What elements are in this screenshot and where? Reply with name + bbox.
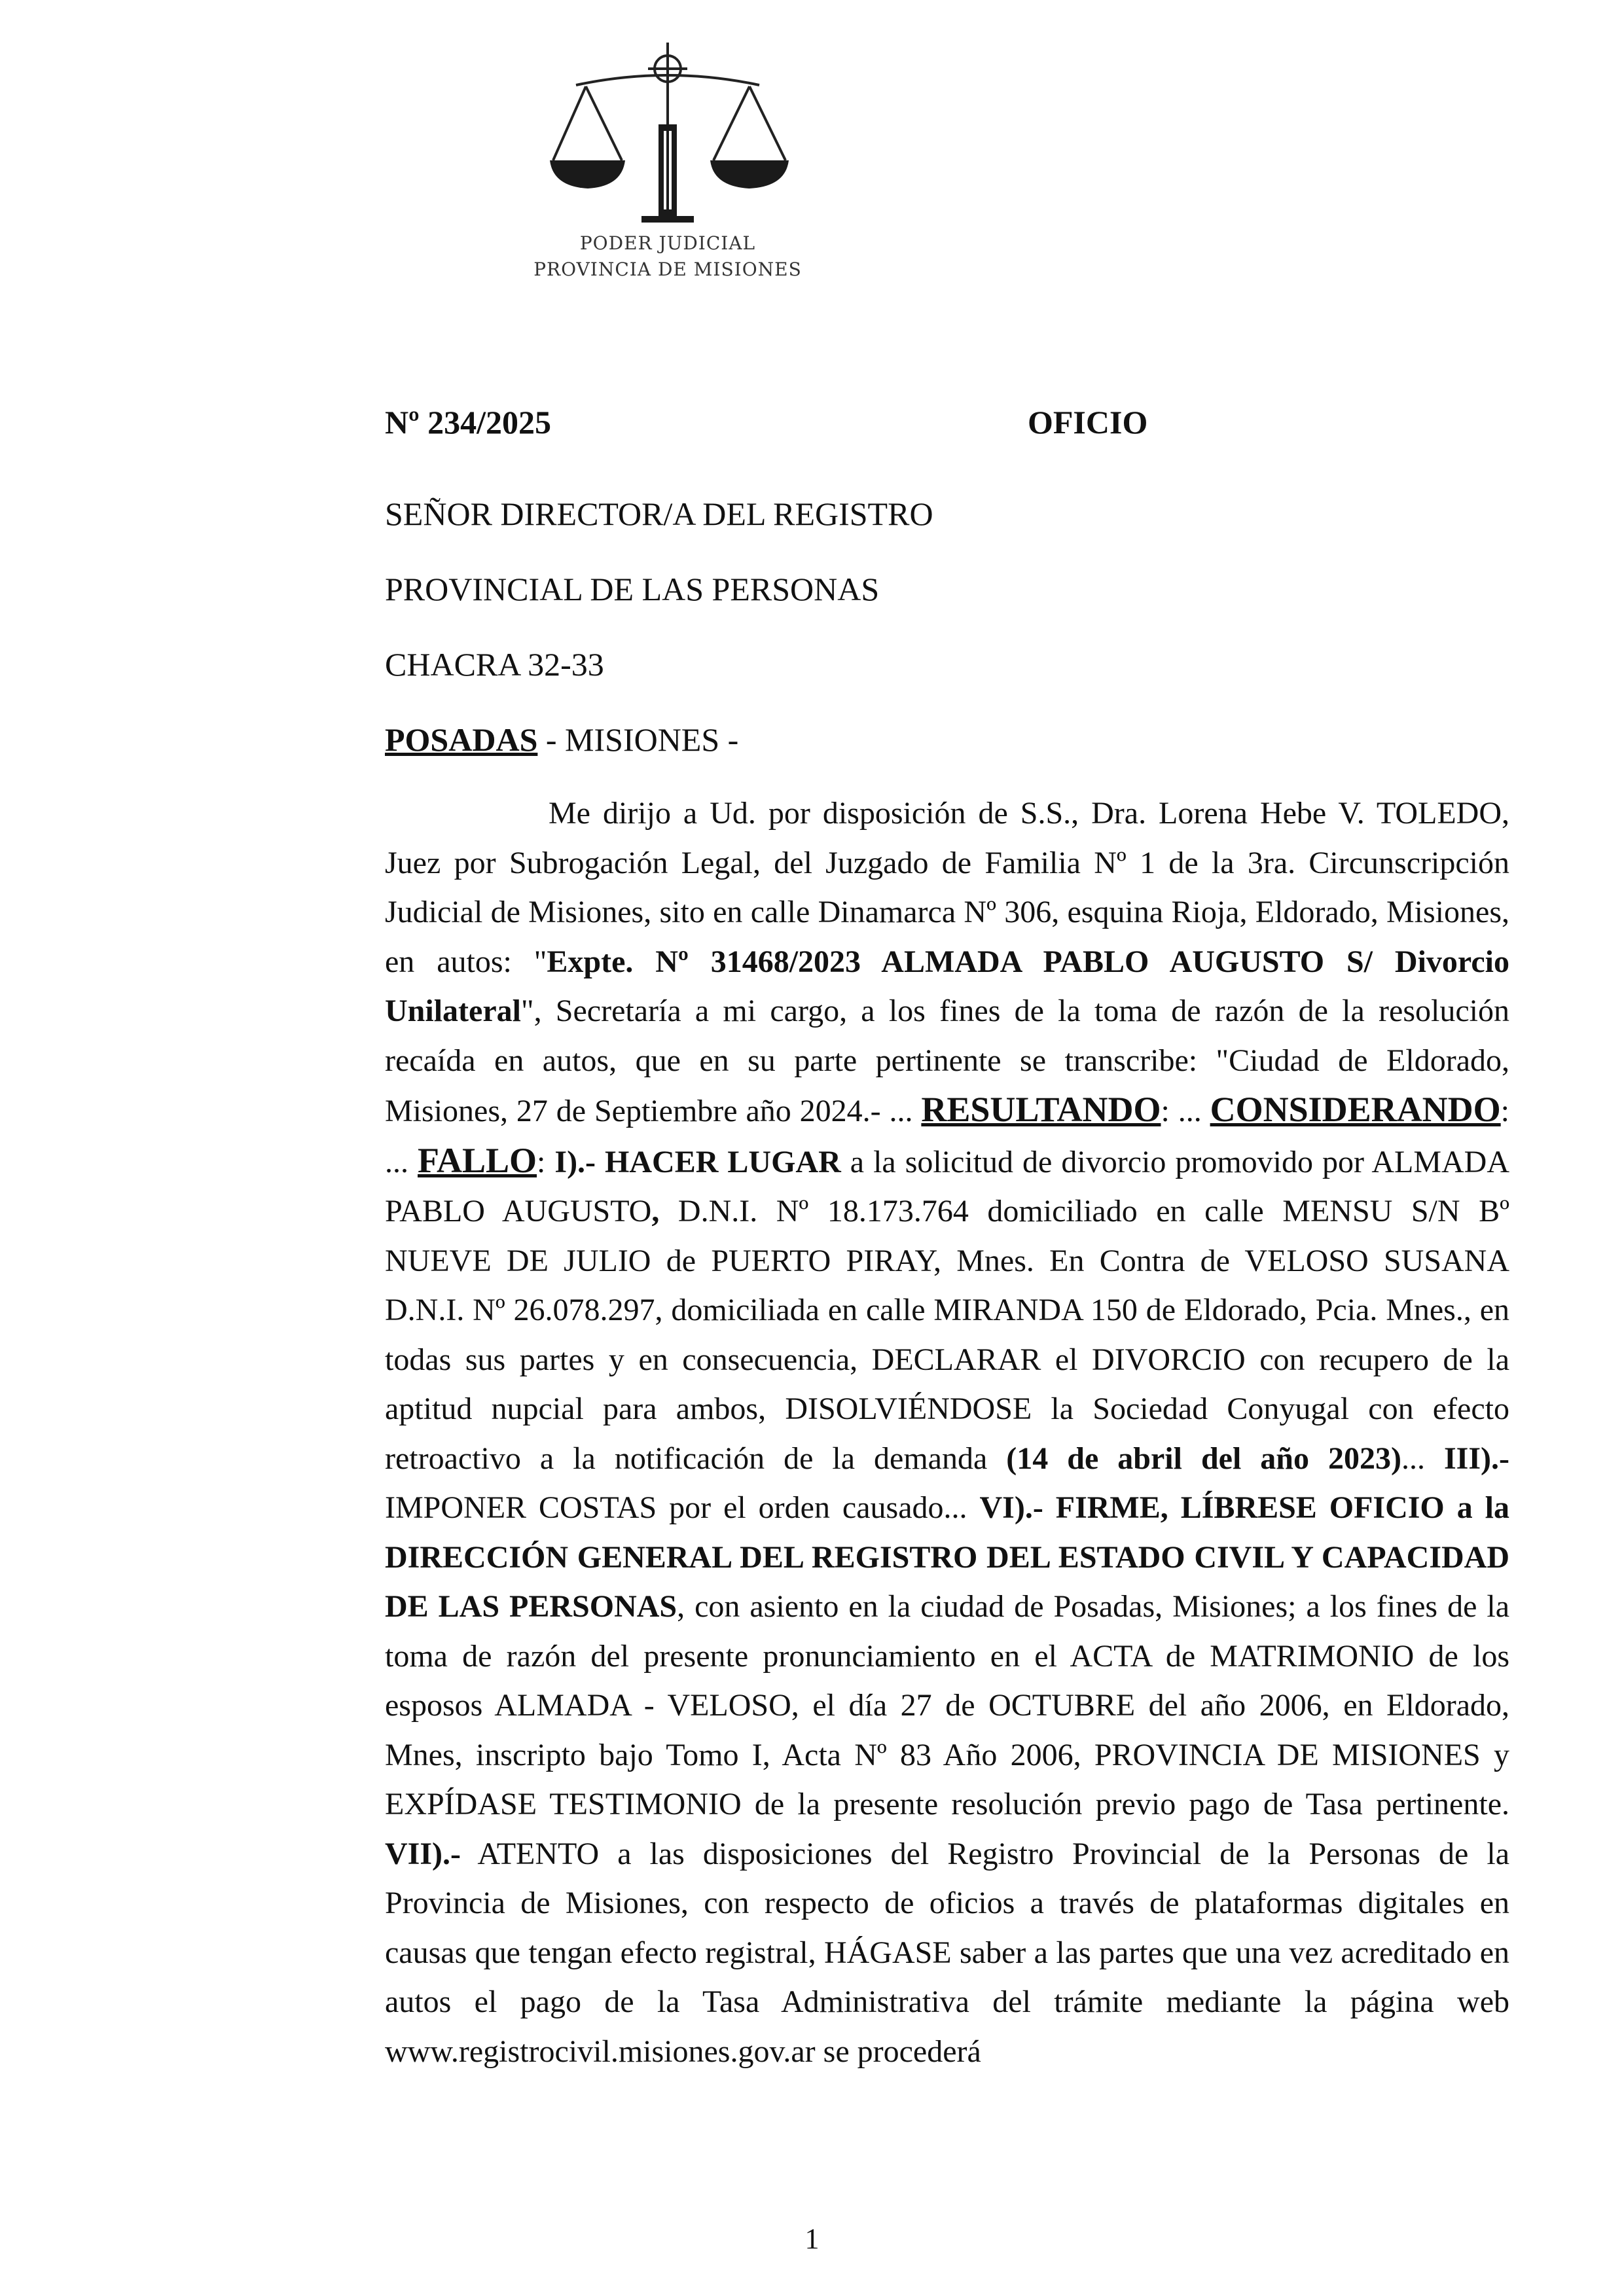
resultando-heading: RESULTANDO [921,1090,1161,1129]
expte-reference: Expte. Nº 31468/2023 ALMADA PABLO AUGUSTO S/ Divorcio Unilateral [385,944,1509,1028]
logo-line-1: PODER JUDICIAL [579,232,756,254]
considerando-heading: CONSIDERANDO [1210,1090,1501,1129]
body-p5: ... [1401,1441,1444,1476]
address-line-3: CHACRA 32-33 [385,646,604,683]
document-type: OFICIO [1028,404,1148,440]
document-number: Nº 234/2025 [385,404,552,440]
page-number: 1 [804,2223,820,2255]
logo-line-2: PROVINCIA DE MISIONES [533,259,802,280]
body-sep3: : [537,1144,555,1179]
body-sep2: : ... [385,1094,1509,1179]
address-line-1: SEÑOR DIRECTOR/A DEL REGISTRO [385,495,933,532]
body-sep1: : ... [1161,1094,1210,1128]
item-iii: III).- [1444,1441,1510,1476]
item-vii: VII).- [385,1836,461,1871]
body-p4: D.N.I. Nº 18.173.764 domiciliado en calle MENSU S/N Bº NUEVE DE JULIO de PUERTO PIRAY, Mnes. En Contra de VELOSO SUSANA D.N.I. Nº 26.078.297, domiciliada en calle MIRANDA 150 de Eldorado, Pcia. Mnes., en todas sus partes y en consecuencia, DECLARAR el DIVORCIO con recupero de la aptitud nupcial para ambos, DISOLVIÉNDOSE la Sociedad Conyugal con efecto retroactivo a la notificación de la demanda [385,1194,1510,1476]
item-vi: VI).- FIRME, LÍBRESE OFICIO a la DIRECCIÓN GENERAL DEL REGISTRO DEL ESTADO CIVIL Y CAPACIDAD DE LAS PERSONAS [385,1490,1510,1624]
body-p3: a la solicitud de divorcio promovido por ALMADA PABLO AUGUSTO [385,1144,1510,1229]
fallo-heading: FALLO [418,1140,537,1180]
demand-date: (14 de abril del año 2023) [1006,1441,1401,1476]
body-comma: , [651,1194,660,1229]
body-p7: , con asiento en la ciudad de Posadas, Misiones; a los fines de la toma de razón del presente pronunciamiento en el ACTA de MATRIMONIO de los esposos ALMADA - VELOSO, el día 27 de OCTUBRE del año 2006, en Eldorado, Mnes, inscripto bajo Tomo I, Acta Nº 83 Año 2006, PROVINCIA DE MISIONES y EXPÍDASE TESTIMONIO de la presente resolución previo pago de Tasa pertinente. [385,1589,1510,1821]
body-p6: IMPONER COSTAS por el orden causado... [385,1490,980,1525]
body-paragraph [385,789,1509,2076]
address-line-2: PROVINCIAL DE LAS PERSONAS [385,571,880,607]
address-city: POSADAS [385,721,538,758]
address-city-rest: - MISIONES - [537,721,739,758]
hacer-lugar: I).- HACER LUGAR [554,1144,841,1179]
body-p8: ATENTO a las disposiciones del Registro Provincial de la Personas de la Provincia de Misiones, con respecto de oficios a través de plataformas digitales en causas que tengan efecto registral, HÁGASE saber a las partes que una vez acreditado en autos el pago de la Tasa Administrativa del trámite mediante la página web www.registrocivil.misiones.gov.ar se procederá [385,1836,1509,2069]
scales-of-justice-icon [537,39,799,236]
body-p2: ", Secretaría a mi cargo, a los fines de la toma de razón de la resolución recaída en autos, que en su parte pertinente se transcribe: "Ciudad de Eldorado, Misiones, 27 de Septiembre año 2024.- ... [385,994,1509,1128]
body-p1: Me dirijo a Ud. por disposición de S.S., Dra. Lorena Hebe V. TOLEDO, Juez por Subrogación Legal, del Juzgado de Familia Nº 1 de la 3ra. Circunscripción Judicial de Misiones, sito en calle Dinamarca Nº 306, esquina Rioja, Eldorado, Misiones, en autos: " [385,796,1509,979]
address-city-line [385,720,738,759]
